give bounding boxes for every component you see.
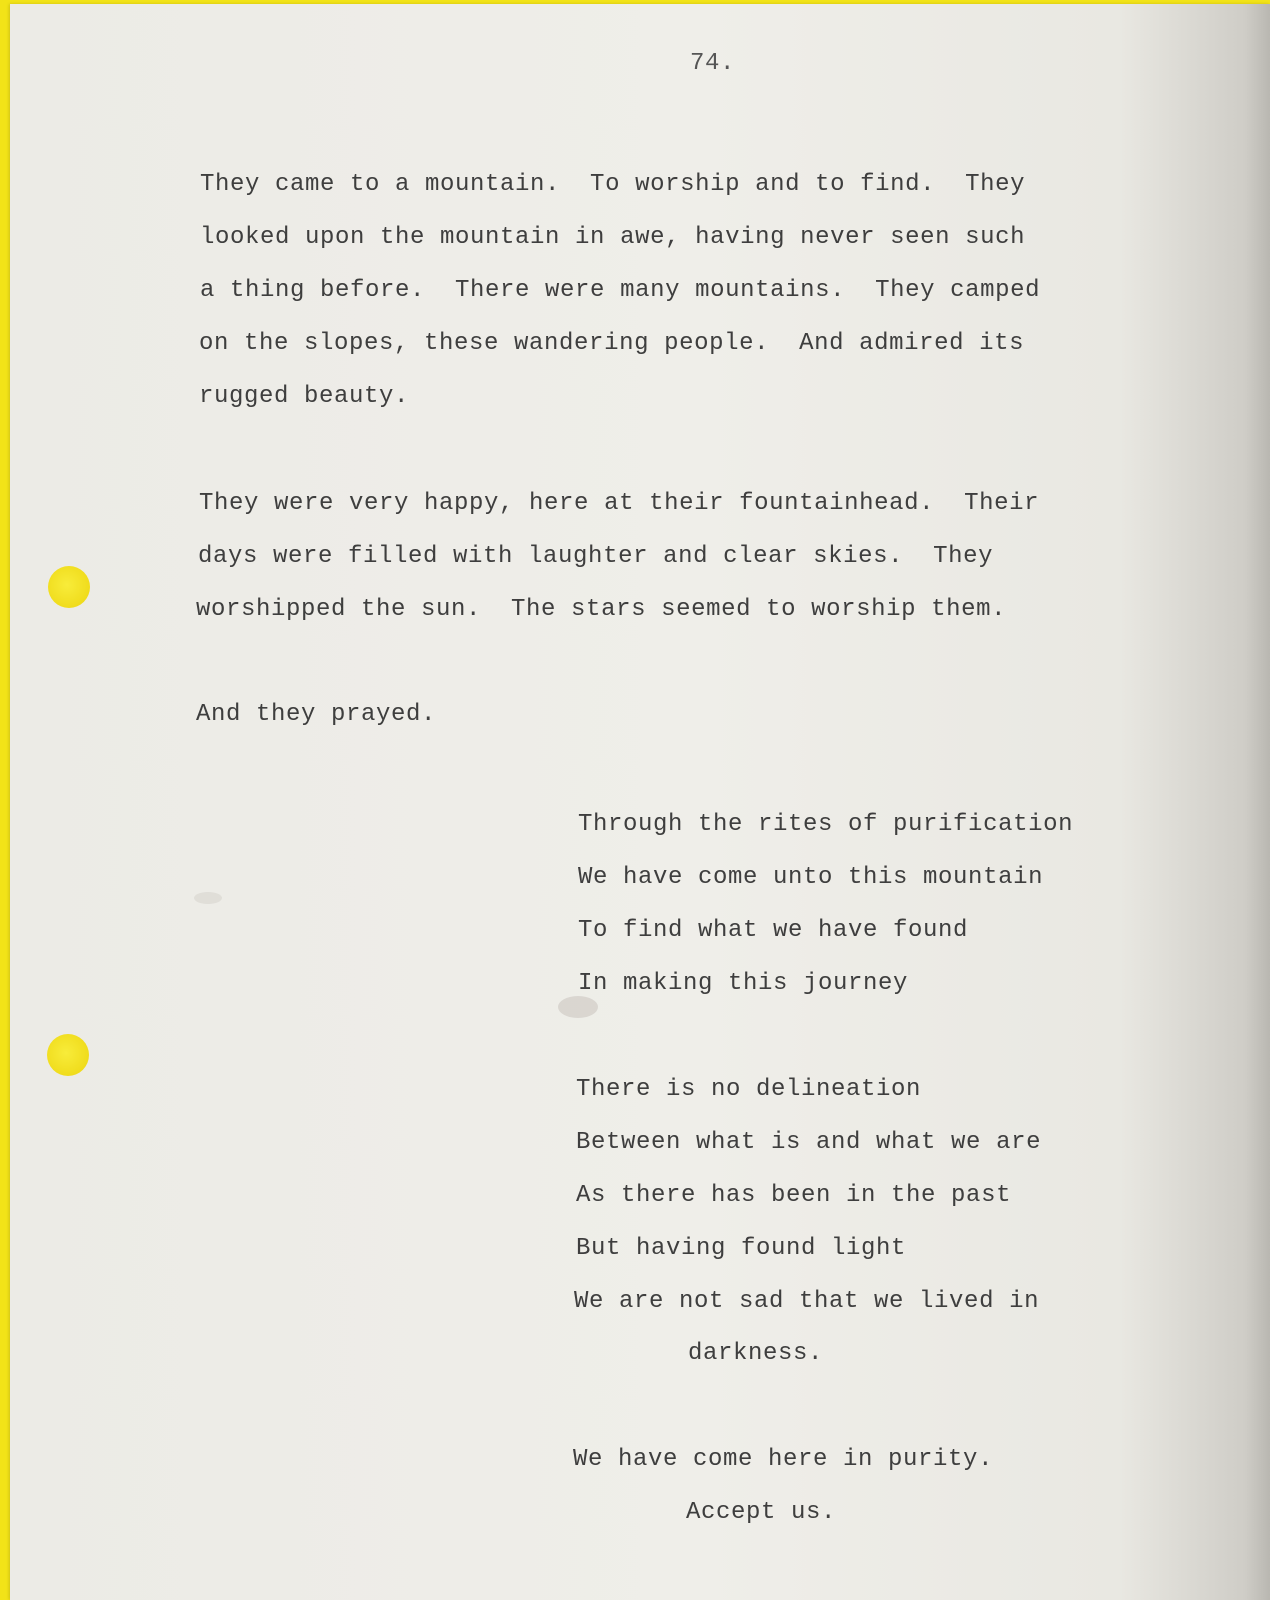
prayer-line: darkness. [688,1340,824,1367]
paragraph-1-line: rugged beauty. [199,383,410,410]
prayer-line: Between what is and what we are [576,1129,1042,1156]
prayer-line: In making this journey [578,970,909,997]
paragraph-1-line: looked upon the mountain in awe, having never seen such [200,224,1026,251]
prayer-line: We are not sad that we lived in [574,1288,1040,1315]
paragraph-2-line: They were very happy, here at their fountainhead. Their [199,490,1040,517]
prayer-line: To find what we have found [578,917,969,944]
binder-hole-top [48,566,90,608]
prayer-closing-line: We have come here in purity. [573,1446,994,1473]
prayer-closing-line: Accept us. [686,1499,837,1526]
paragraph-2-line: worshipped the sun. The stars seemed to worship them. [196,596,1007,623]
typewritten-page [10,4,1270,1600]
prayer-line: We have come unto this mountain [578,864,1044,891]
paragraph-2-line: days were filled with laughter and clear skies. They [198,543,994,570]
page-number: 74. [690,50,736,77]
paragraph-3: And they prayed. [196,701,437,728]
binder-hole-bottom [47,1034,89,1076]
prayer-line: But having found light [576,1235,907,1262]
ink-smudge [194,892,222,904]
prayer-line: There is no delineation [576,1076,922,1103]
paragraph-1-line: They came to a mountain. To worship and to find. They [200,171,1026,198]
prayer-line: Through the rites of purification [578,811,1074,838]
paragraph-1-line: on the slopes, these wandering people. And admired its [199,330,1025,357]
paragraph-1-line: a thing before. There were many mountains. They camped [200,277,1041,304]
prayer-line: As there has been in the past [576,1182,1012,1209]
